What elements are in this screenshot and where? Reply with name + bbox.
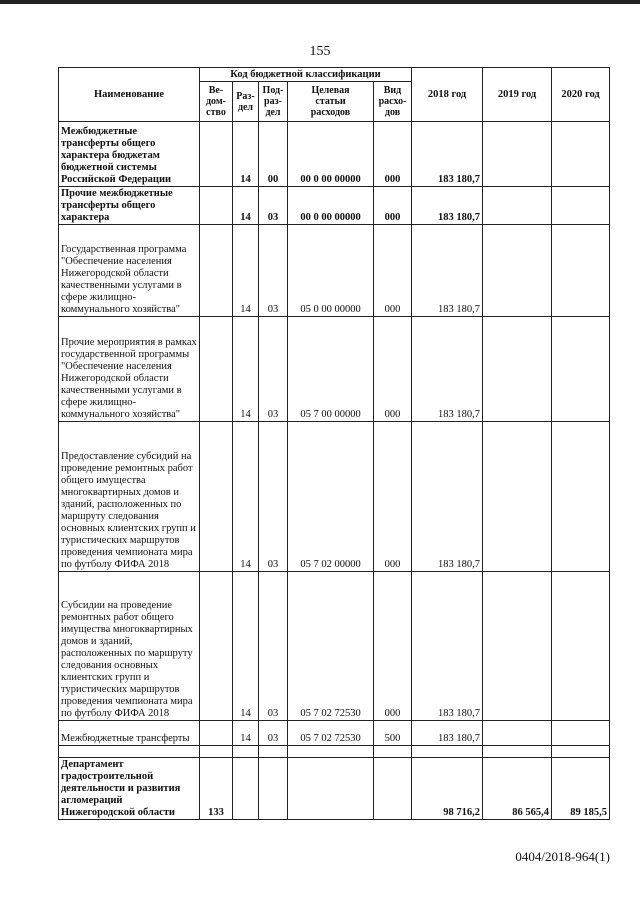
top-border-line	[0, 0, 640, 4]
row-2018-cell: 98 716,2	[412, 758, 483, 820]
row-vedomstvo-cell	[200, 187, 233, 225]
row-celevaya-cell: 05 7 02 72530	[288, 572, 374, 721]
table-row	[59, 721, 610, 746]
row-name-cell	[59, 746, 200, 758]
row-2019-cell	[483, 317, 552, 422]
header-2020: 2020 год	[552, 68, 610, 122]
row-2018-cell: 183 180,7	[412, 572, 483, 721]
table-row	[59, 317, 610, 422]
row-name-cell: Прочие мероприятия в рамках государственной программы "Обеспечение населения Нижегородской области качественными услугами в сфере жилищно-коммунального хозяйства"	[59, 317, 200, 422]
row-razdel-cell	[233, 758, 259, 820]
row-vid-cell: 000	[374, 187, 412, 225]
row-vid-cell	[374, 746, 412, 758]
row-2019-cell	[483, 572, 552, 721]
row-razdel-cell: 14	[233, 721, 259, 746]
row-2020-cell: 89 185,5	[552, 758, 610, 820]
row-2020-cell	[552, 225, 610, 317]
row-vedomstvo-cell: 133	[200, 758, 233, 820]
row-razdel-cell: 14	[233, 187, 259, 225]
page-number: 155	[309, 44, 331, 59]
header-celevaya: Целевая статьи расходов	[288, 82, 374, 122]
row-razdel-cell: 14	[233, 422, 259, 572]
row-vedomstvo-cell	[200, 422, 233, 572]
row-2019-cell	[483, 746, 552, 758]
row-2020-cell	[552, 122, 610, 187]
table-row	[59, 187, 610, 225]
row-razdel-cell: 14	[233, 572, 259, 721]
row-2019-cell	[483, 721, 552, 746]
row-name-cell: Государственная программа "Обеспечение населения Нижегородской области качественными услугами в сфере жилищно-коммунального хозяйства"	[59, 225, 200, 317]
table-row	[59, 225, 610, 317]
row-2018-cell: 183 180,7	[412, 187, 483, 225]
row-podrazdel-cell	[259, 758, 288, 820]
header-code-group: Код бюджетной классификации	[200, 68, 412, 82]
header-name: Наименование	[59, 68, 200, 122]
row-2019-cell	[483, 122, 552, 187]
row-vedomstvo-cell	[200, 317, 233, 422]
row-name-cell: Предоставление субсидий на проведение ремонтных работ общего имущества многоквартирных домов и зданий, расположенных по маршруту следования основных клиентских групп и туристических маршрутов проведения чемпионата мира по футболу ФИФА 2018	[59, 422, 200, 572]
row-2019-cell	[483, 422, 552, 572]
row-podrazdel-cell: 03	[259, 317, 288, 422]
row-2020-cell	[552, 422, 610, 572]
row-celevaya-cell: 05 7 00 00000	[288, 317, 374, 422]
row-vid-cell: 000	[374, 422, 412, 572]
header-vedomstvo: Ве- дом- ство	[200, 82, 233, 122]
row-razdel-cell: 14	[233, 122, 259, 187]
row-2019-cell: 86 565,4	[483, 758, 552, 820]
row-2020-cell	[552, 572, 610, 721]
row-razdel-cell	[233, 746, 259, 758]
row-name-cell: Межбюджетные трансферты	[59, 721, 200, 746]
row-2020-cell	[552, 317, 610, 422]
row-celevaya-cell	[288, 746, 374, 758]
header-vid: Вид расхо- дов	[374, 82, 412, 122]
table-row	[59, 122, 610, 187]
table-row	[59, 758, 610, 820]
row-celevaya-cell: 00 0 00 00000	[288, 187, 374, 225]
row-podrazdel-cell: 03	[259, 187, 288, 225]
document-id: 0404/2018-964(1)	[515, 849, 610, 864]
header-razdel: Раз- дел	[233, 82, 259, 122]
table-row	[59, 572, 610, 721]
row-vedomstvo-cell	[200, 225, 233, 317]
row-podrazdel-cell: 03	[259, 225, 288, 317]
table-row	[59, 422, 610, 572]
row-2019-cell	[483, 225, 552, 317]
row-name-cell: Департамент градостроительной деятельности и развития агломераций Нижегородской области	[59, 758, 200, 820]
row-razdel-cell: 14	[233, 225, 259, 317]
row-razdel-cell: 14	[233, 317, 259, 422]
row-podrazdel-cell: 03	[259, 422, 288, 572]
row-name-cell: Межбюджетные трансферты общего характера бюджетам бюджетной системы Российской Федерации	[59, 122, 200, 187]
row-vid-cell	[374, 758, 412, 820]
row-2020-cell	[552, 746, 610, 758]
header-podrazdel: Под- раз- дел	[259, 82, 288, 122]
table-row	[59, 746, 610, 758]
row-vedomstvo-cell	[200, 122, 233, 187]
header-2018: 2018 год	[412, 68, 483, 122]
row-podrazdel-cell: 03	[259, 721, 288, 746]
budget-table	[58, 67, 610, 820]
row-2018-cell: 183 180,7	[412, 122, 483, 187]
row-2018-cell: 183 180,7	[412, 422, 483, 572]
row-name-cell: Субсидии на проведение ремонтных работ общего имущества многоквартирных домов и зданий, расположенных по маршруту следования основных клиентских групп и туристических маршрутов проведения чемпионата мира по футболу ФИФА 2018	[59, 572, 200, 721]
row-vid-cell: 000	[374, 317, 412, 422]
row-2020-cell	[552, 721, 610, 746]
row-name-cell: Прочие межбюджетные трансферты общего характера	[59, 187, 200, 225]
row-2018-cell: 183 180,7	[412, 317, 483, 422]
row-vedomstvo-cell	[200, 572, 233, 721]
row-vedomstvo-cell	[200, 721, 233, 746]
row-vid-cell: 500	[374, 721, 412, 746]
row-2020-cell	[552, 187, 610, 225]
row-celevaya-cell: 05 7 02 00000	[288, 422, 374, 572]
row-celevaya-cell: 00 0 00 00000	[288, 122, 374, 187]
row-podrazdel-cell: 00	[259, 122, 288, 187]
row-2018-cell: 183 180,7	[412, 721, 483, 746]
row-podrazdel-cell: 03	[259, 572, 288, 721]
row-2019-cell	[483, 187, 552, 225]
row-vid-cell: 000	[374, 122, 412, 187]
row-vid-cell: 000	[374, 572, 412, 721]
row-vid-cell: 000	[374, 225, 412, 317]
row-celevaya-cell	[288, 758, 374, 820]
header-2019: 2019 год	[483, 68, 552, 122]
row-celevaya-cell: 05 0 00 00000	[288, 225, 374, 317]
row-2018-cell: 183 180,7	[412, 225, 483, 317]
row-celevaya-cell: 05 7 02 72530	[288, 721, 374, 746]
row-podrazdel-cell	[259, 746, 288, 758]
row-vedomstvo-cell	[200, 746, 233, 758]
row-2018-cell	[412, 746, 483, 758]
